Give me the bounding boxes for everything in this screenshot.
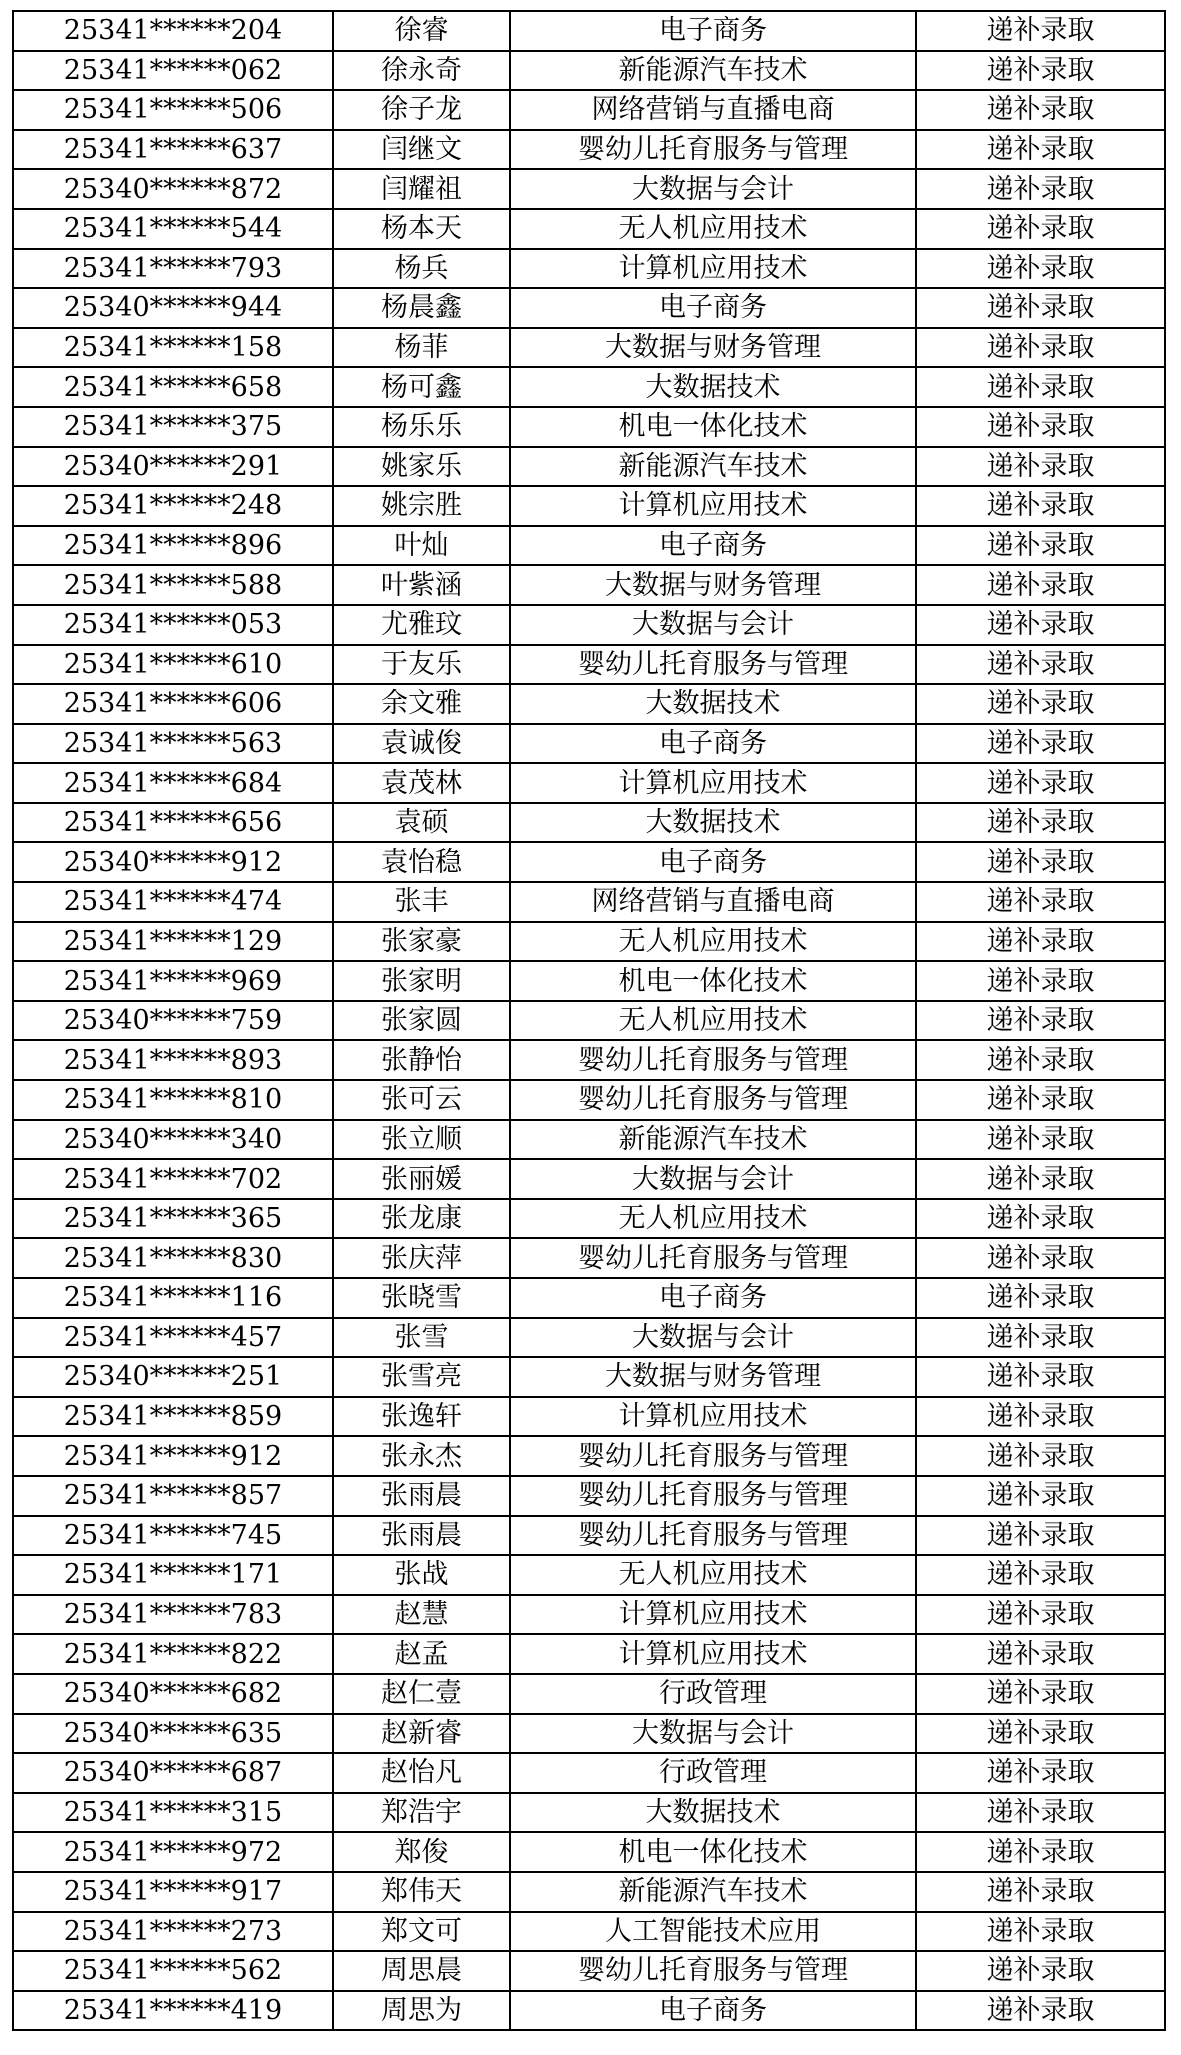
status-cell: 递补录取 [916,169,1165,209]
candidate-id-cell: 25341******315 [13,1793,333,1833]
status-cell: 递补录取 [916,1595,1165,1635]
status-cell: 递补录取 [916,1951,1165,1991]
table-row [13,1318,1165,1358]
name-cell: 张家豪 [333,922,510,962]
candidate-id-cell: 25340******687 [13,1753,333,1793]
major-cell: 大数据技术 [510,367,916,407]
major-cell: 电子商务 [510,842,916,882]
name-cell: 张静怡 [333,1040,510,1080]
major-cell: 人工智能技术应用 [510,1912,916,1952]
candidate-id-cell: 25341******896 [13,526,333,566]
status-cell: 递补录取 [916,1199,1165,1239]
status-cell: 递补录取 [916,1357,1165,1397]
status-cell: 递补录取 [916,803,1165,843]
name-cell: 张晓雪 [333,1278,510,1318]
name-cell: 闫继文 [333,130,510,170]
candidate-id-cell: 25341******457 [13,1318,333,1358]
candidate-id-cell: 25340******635 [13,1714,333,1754]
status-cell: 递补录取 [916,1872,1165,1912]
name-cell: 袁硕 [333,803,510,843]
table-row [13,1872,1165,1912]
name-cell: 于友乐 [333,645,510,685]
candidate-id-cell: 25341******562 [13,1951,333,1991]
name-cell: 叶灿 [333,526,510,566]
candidate-id-cell: 25341******793 [13,249,333,289]
candidate-id-cell: 25340******759 [13,1001,333,1041]
major-cell: 婴幼儿托育服务与管理 [510,645,916,685]
status-cell: 递补录取 [916,1714,1165,1754]
status-cell: 递补录取 [916,842,1165,882]
table-row [13,169,1165,209]
status-cell: 递补录取 [916,367,1165,407]
status-cell: 递补录取 [916,763,1165,803]
table-row [13,1040,1165,1080]
major-cell: 婴幼儿托育服务与管理 [510,1080,916,1120]
table-row [13,328,1165,368]
status-cell: 递补录取 [916,1674,1165,1714]
major-cell: 新能源汽车技术 [510,1872,916,1912]
candidate-id-cell: 25341******857 [13,1476,333,1516]
table-row [13,565,1165,605]
name-cell: 杨晨鑫 [333,288,510,328]
table-row [13,1832,1165,1872]
name-cell: 叶紫涵 [333,565,510,605]
table-row [13,1436,1165,1476]
major-cell: 大数据技术 [510,803,916,843]
major-cell: 婴幼儿托育服务与管理 [510,1951,916,1991]
candidate-id-cell: 25341******419 [13,1991,333,2031]
name-cell: 赵新睿 [333,1714,510,1754]
name-cell: 尤雅玟 [333,605,510,645]
name-cell: 张战 [333,1555,510,1595]
table-row [13,1357,1165,1397]
name-cell: 袁茂林 [333,763,510,803]
candidate-id-cell: 25341******053 [13,605,333,645]
candidate-id-cell: 25341******702 [13,1159,333,1199]
name-cell: 郑伟天 [333,1872,510,1912]
candidate-id-cell: 25341******171 [13,1555,333,1595]
status-cell: 递补录取 [916,90,1165,130]
major-cell: 行政管理 [510,1674,916,1714]
name-cell: 姚宗胜 [333,486,510,526]
major-cell: 计算机应用技术 [510,486,916,526]
status-cell: 递补录取 [916,526,1165,566]
status-cell: 递补录取 [916,1120,1165,1160]
name-cell: 徐子龙 [333,90,510,130]
status-cell: 递补录取 [916,961,1165,1001]
candidate-id-cell: 25341******474 [13,882,333,922]
candidate-id-cell: 25341******783 [13,1595,333,1635]
major-cell: 机电一体化技术 [510,407,916,447]
status-cell: 递补录取 [916,882,1165,922]
status-cell: 递补录取 [916,565,1165,605]
table-row [13,763,1165,803]
status-cell: 递补录取 [916,1318,1165,1358]
status-cell: 递补录取 [916,486,1165,526]
name-cell: 杨兵 [333,249,510,289]
table-row [13,1238,1165,1278]
name-cell: 张立顺 [333,1120,510,1160]
status-cell: 递补录取 [916,1555,1165,1595]
table-row [13,1278,1165,1318]
candidate-id-cell: 25341******972 [13,1832,333,1872]
major-cell: 大数据技术 [510,1793,916,1833]
major-cell: 婴幼儿托育服务与管理 [510,1516,916,1556]
table-row [13,1080,1165,1120]
name-cell: 张丽媛 [333,1159,510,1199]
candidate-id-cell: 25341******684 [13,763,333,803]
major-cell: 电子商务 [510,724,916,764]
table-row [13,1753,1165,1793]
candidate-id-cell: 25340******682 [13,1674,333,1714]
candidate-id-cell: 25340******944 [13,288,333,328]
major-cell: 电子商务 [510,288,916,328]
table-row [13,1793,1165,1833]
status-cell: 递补录取 [916,1238,1165,1278]
major-cell: 无人机应用技术 [510,1199,916,1239]
status-cell: 递补录取 [916,328,1165,368]
status-cell: 递补录取 [916,1397,1165,1437]
name-cell: 张雨晨 [333,1516,510,1556]
table-row [13,1397,1165,1437]
name-cell: 郑文可 [333,1912,510,1952]
table-row [13,11,1165,51]
table-row [13,51,1165,91]
admission-table [12,10,1166,2031]
major-cell: 新能源汽车技术 [510,1120,916,1160]
table-row [13,842,1165,882]
major-cell: 婴幼儿托育服务与管理 [510,1436,916,1476]
major-cell: 大数据与财务管理 [510,1357,916,1397]
table-row [13,1951,1165,1991]
table-row [13,882,1165,922]
name-cell: 赵孟 [333,1634,510,1674]
table-row [13,1476,1165,1516]
major-cell: 电子商务 [510,1278,916,1318]
major-cell: 计算机应用技术 [510,1397,916,1437]
candidate-id-cell: 25341******822 [13,1634,333,1674]
major-cell: 电子商务 [510,526,916,566]
name-cell: 周思为 [333,1991,510,2031]
name-cell: 徐睿 [333,11,510,51]
status-cell: 递补录取 [916,1634,1165,1674]
table-row [13,1199,1165,1239]
candidate-id-cell: 25341******810 [13,1080,333,1120]
candidate-id-cell: 25340******912 [13,842,333,882]
name-cell: 郑浩宇 [333,1793,510,1833]
status-cell: 递补录取 [916,1516,1165,1556]
name-cell: 杨乐乐 [333,407,510,447]
table-row [13,605,1165,645]
table-row [13,1991,1165,2031]
major-cell: 新能源汽车技术 [510,51,916,91]
status-cell: 递补录取 [916,605,1165,645]
status-cell: 递补录取 [916,1753,1165,1793]
name-cell: 赵慧 [333,1595,510,1635]
major-cell: 机电一体化技术 [510,961,916,1001]
candidate-id-cell: 25341******830 [13,1238,333,1278]
candidate-id-cell: 25341******116 [13,1278,333,1318]
table-row [13,1555,1165,1595]
table-row [13,486,1165,526]
candidate-id-cell: 25341******637 [13,130,333,170]
status-cell: 递补录取 [916,407,1165,447]
candidate-id-cell: 25341******656 [13,803,333,843]
major-cell: 计算机应用技术 [510,1595,916,1635]
major-cell: 大数据与会计 [510,1159,916,1199]
table-row [13,1159,1165,1199]
name-cell: 杨可鑫 [333,367,510,407]
candidate-id-cell: 25341******273 [13,1912,333,1952]
name-cell: 张丰 [333,882,510,922]
candidate-id-cell: 25341******745 [13,1516,333,1556]
table-row [13,447,1165,487]
major-cell: 无人机应用技术 [510,1001,916,1041]
name-cell: 周思晨 [333,1951,510,1991]
name-cell: 闫耀祖 [333,169,510,209]
candidate-id-cell: 25341******248 [13,486,333,526]
candidate-id-cell: 25341******544 [13,209,333,249]
status-cell: 递补录取 [916,645,1165,685]
table-row [13,367,1165,407]
name-cell: 赵怡凡 [333,1753,510,1793]
major-cell: 网络营销与直播电商 [510,882,916,922]
candidate-id-cell: 25341******062 [13,51,333,91]
major-cell: 婴幼儿托育服务与管理 [510,1476,916,1516]
table-row [13,1001,1165,1041]
name-cell: 余文雅 [333,684,510,724]
name-cell: 张龙康 [333,1199,510,1239]
status-cell: 递补录取 [916,684,1165,724]
name-cell: 张雪 [333,1318,510,1358]
status-cell: 递补录取 [916,1080,1165,1120]
major-cell: 无人机应用技术 [510,922,916,962]
major-cell: 大数据与财务管理 [510,565,916,605]
candidate-id-cell: 25341******204 [13,11,333,51]
table-row [13,1634,1165,1674]
candidate-id-cell: 25341******658 [13,367,333,407]
name-cell: 袁诚俊 [333,724,510,764]
status-cell: 递补录取 [916,11,1165,51]
name-cell: 张永杰 [333,1436,510,1476]
candidate-id-cell: 25341******917 [13,1872,333,1912]
name-cell: 姚家乐 [333,447,510,487]
major-cell: 大数据与会计 [510,1714,916,1754]
name-cell: 张家明 [333,961,510,1001]
major-cell: 大数据与会计 [510,1318,916,1358]
candidate-id-cell: 25341******893 [13,1040,333,1080]
status-cell: 递补录取 [916,51,1165,91]
status-cell: 递补录取 [916,209,1165,249]
table-row [13,803,1165,843]
name-cell: 张雨晨 [333,1476,510,1516]
major-cell: 大数据与财务管理 [510,328,916,368]
candidate-id-cell: 25341******912 [13,1436,333,1476]
name-cell: 郑俊 [333,1832,510,1872]
table-row [13,1674,1165,1714]
status-cell: 递补录取 [916,1278,1165,1318]
status-cell: 递补录取 [916,1436,1165,1476]
status-cell: 递补录取 [916,922,1165,962]
candidate-id-cell: 25341******563 [13,724,333,764]
table-row [13,1714,1165,1754]
table-row [13,684,1165,724]
status-cell: 递补录取 [916,249,1165,289]
major-cell: 大数据与会计 [510,169,916,209]
table-row [13,922,1165,962]
table-row [13,1120,1165,1160]
candidate-id-cell: 25341******969 [13,961,333,1001]
table-row [13,645,1165,685]
candidate-id-cell: 25341******859 [13,1397,333,1437]
major-cell: 大数据与会计 [510,605,916,645]
major-cell: 婴幼儿托育服务与管理 [510,130,916,170]
major-cell: 机电一体化技术 [510,1832,916,1872]
candidate-id-cell: 25341******610 [13,645,333,685]
table-row [13,249,1165,289]
status-cell: 递补录取 [916,1159,1165,1199]
candidate-id-cell: 25341******129 [13,922,333,962]
candidate-id-cell: 25341******606 [13,684,333,724]
major-cell: 网络营销与直播电商 [510,90,916,130]
admission-table-body [13,11,1165,2030]
table-row [13,1595,1165,1635]
major-cell: 行政管理 [510,1753,916,1793]
table-row [13,1516,1165,1556]
status-cell: 递补录取 [916,1040,1165,1080]
status-cell: 递补录取 [916,1991,1165,2031]
status-cell: 递补录取 [916,288,1165,328]
major-cell: 电子商务 [510,1991,916,2031]
candidate-id-cell: 25340******291 [13,447,333,487]
name-cell: 张家圆 [333,1001,510,1041]
name-cell: 徐永奇 [333,51,510,91]
name-cell: 张可云 [333,1080,510,1120]
status-cell: 递补录取 [916,447,1165,487]
table-row [13,90,1165,130]
table-row [13,288,1165,328]
name-cell: 赵仁壹 [333,1674,510,1714]
major-cell: 大数据技术 [510,684,916,724]
status-cell: 递补录取 [916,1476,1165,1516]
table-row [13,209,1165,249]
status-cell: 递补录取 [916,1912,1165,1952]
name-cell: 张庆萍 [333,1238,510,1278]
candidate-id-cell: 25341******506 [13,90,333,130]
candidate-id-cell: 25340******872 [13,169,333,209]
major-cell: 计算机应用技术 [510,249,916,289]
table-row [13,724,1165,764]
status-cell: 递补录取 [916,1832,1165,1872]
name-cell: 杨菲 [333,328,510,368]
name-cell: 张雪亮 [333,1357,510,1397]
major-cell: 无人机应用技术 [510,209,916,249]
table-row [13,1912,1165,1952]
candidate-id-cell: 25341******365 [13,1199,333,1239]
table-row [13,526,1165,566]
status-cell: 递补录取 [916,724,1165,764]
major-cell: 电子商务 [510,11,916,51]
status-cell: 递补录取 [916,1001,1165,1041]
candidate-id-cell: 25341******375 [13,407,333,447]
table-row [13,130,1165,170]
name-cell: 张逸轩 [333,1397,510,1437]
name-cell: 袁怡稳 [333,842,510,882]
candidate-id-cell: 25340******251 [13,1357,333,1397]
status-cell: 递补录取 [916,1793,1165,1833]
major-cell: 婴幼儿托育服务与管理 [510,1238,916,1278]
table-row [13,961,1165,1001]
major-cell: 婴幼儿托育服务与管理 [510,1040,916,1080]
candidate-id-cell: 25340******340 [13,1120,333,1160]
table-row [13,407,1165,447]
major-cell: 计算机应用技术 [510,763,916,803]
candidate-id-cell: 25341******158 [13,328,333,368]
status-cell: 递补录取 [916,130,1165,170]
candidate-id-cell: 25341******588 [13,565,333,605]
major-cell: 计算机应用技术 [510,1634,916,1674]
major-cell: 新能源汽车技术 [510,447,916,487]
major-cell: 无人机应用技术 [510,1555,916,1595]
name-cell: 杨本天 [333,209,510,249]
